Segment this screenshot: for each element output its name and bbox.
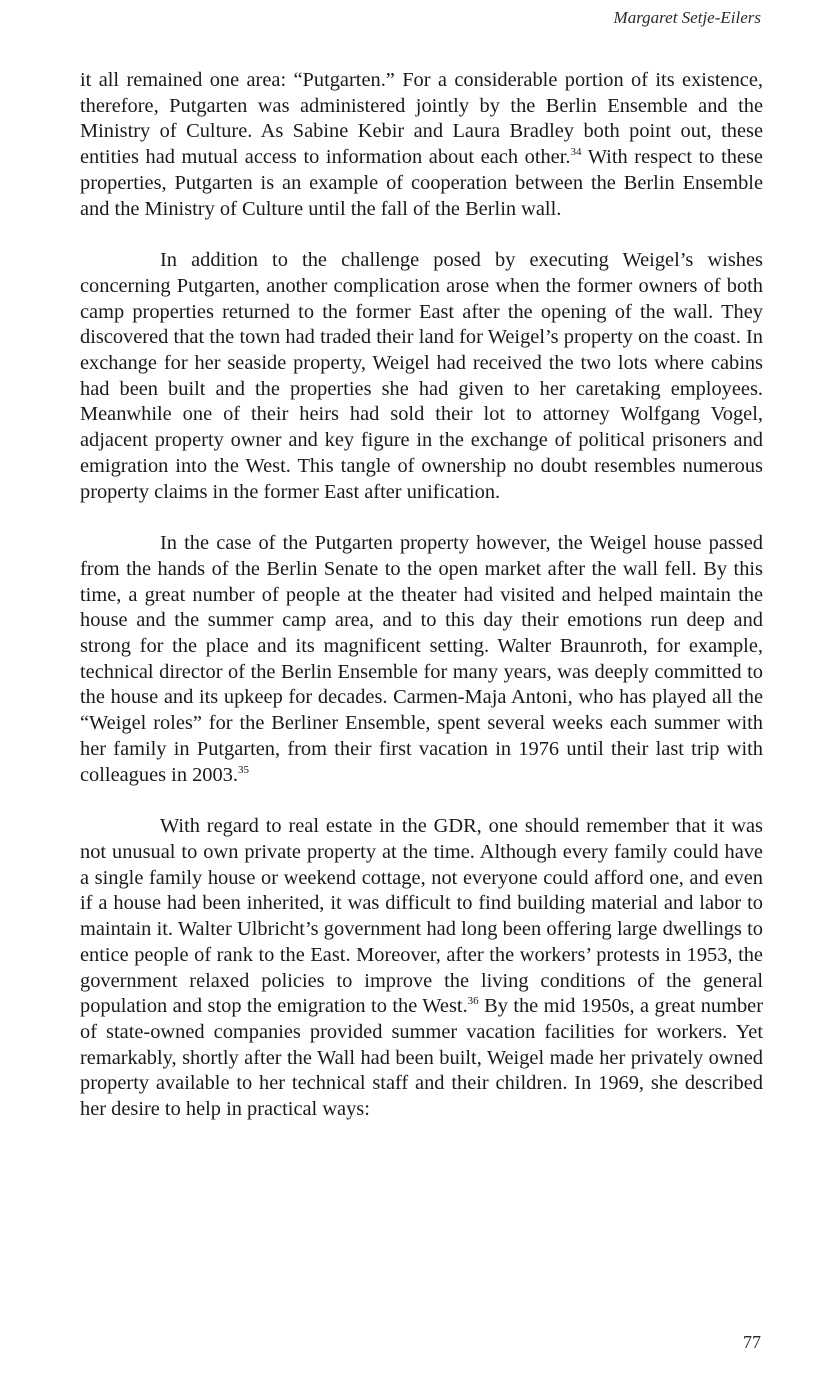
footnote-ref-36: 36 [467, 995, 479, 1008]
footnote-ref-35: 35 [238, 763, 249, 776]
paragraph-3-text: In the case of the Putgarten property however, the Weigel house passed from the hands of the Berlin Senate to the open market after the wall fell. By this time, a great number of people at the theater had visited and helped maintain the house and the summer camp area, and to this day their emotions run deep and strong for the place and its magnificent setting. Walter Braunroth, for example, technical director of the Berlin Ensemble for many years, was deeply committed to the house and its upkeep for decades. Carmen-Maja Antoni, who has played all the “Weigel roles” for the Berliner Ensemble, spent several weeks each summer with her family in Putgarten, from their first vacation in 1976 until their last trip with colleagues in 2003. [80, 532, 763, 786]
paragraph-2 [80, 248, 763, 505]
paragraph-3 [80, 531, 763, 788]
paragraph-1-text-b: With respect to these properties, Putgarten is an example of cooperation between the Berlin Ensemble and the Ministry of Culture until the fall of the Berlin wall. [80, 146, 763, 220]
paragraph-4-text-a: With regard to real estate in the GDR, one should remember that it was not unusual to own private property at the time. Although every family could have a single family house or weekend cottage, not everyone could afford one, and even if a house had been inherited, it was difficult to find building material and labor to maintain it. Walter Ulbricht’s government had long been offering large dwellings to entice people of rank to the East. Moreover, after the workers’ protests in 1953, the government relaxed policies to improve the living conditions of the general population and stop the emigration to the West. [80, 815, 763, 1018]
page-number: 77 [743, 1332, 761, 1352]
paragraph-1 [80, 68, 763, 222]
body-text [80, 68, 763, 1149]
footnote-ref-34: 34 [570, 146, 582, 159]
paragraph-4 [80, 814, 763, 1122]
running-head: Margaret Setje-Eilers [613, 8, 761, 27]
paragraph-1-text-a: it all remained one area: “Putgarten.” For a considerable portion of its existence, therefore, Putgarten was administered jointly by the Berlin Ensemble and the Ministry of Culture. As Sabine Kebir and Laura Bradley both point out, these entities had mutual access to information about each other. [80, 69, 763, 169]
paragraph-4-text-b: By the mid 1950s, a great number of state-owned companies provided summer vacation facilities for workers. Yet remarkably, shortly after the Wall had been built, Weigel made her privately owned property available to her technical staff and their children. In 1969, she described her desire to help in practical ways: [80, 995, 764, 1121]
paragraph-2-text: In addition to the challenge posed by executing Weigel’s wishes concerning Putgarten, another complication arose when the former owners of both camp properties returned to the former East after the opening of the wall. They discovered that the town had traded their land for Weigel’s property on the coast. In exchange for her seaside property, Weigel had received the two lots where cabins had been built and the properties she had given to her caretaking employees. Meanwhile one of their heirs had sold their lot to attorney Wolfgang Vogel, adjacent property owner and key figure in the exchange of political prisoners and emigration into the West. This tangle of ownership no doubt resembles numerous property claims in the former East after unification. [80, 249, 763, 503]
